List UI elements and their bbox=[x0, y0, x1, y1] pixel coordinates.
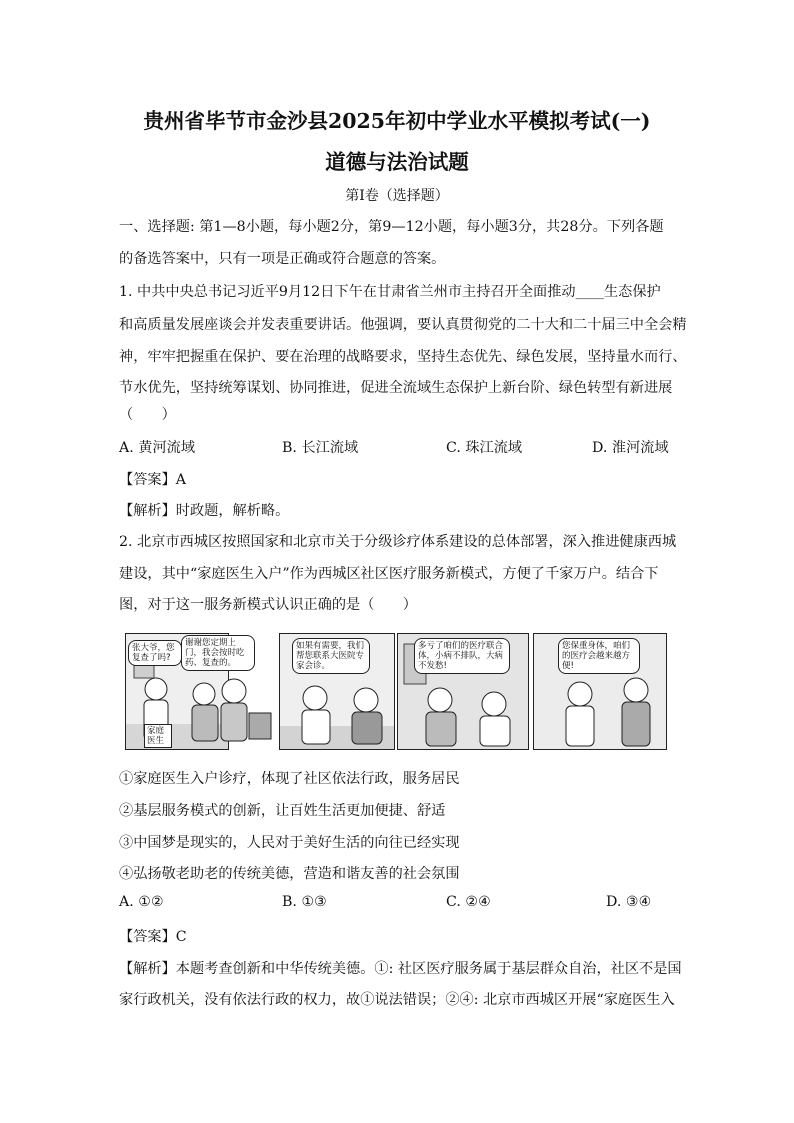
q1-answer: 【答案】A bbox=[119, 472, 186, 488]
section-heading: 第Ⅰ卷（选择题） bbox=[345, 188, 449, 204]
q1-stem-line: （ ） bbox=[119, 407, 176, 423]
q1-option-b: B. 长江流域 bbox=[282, 440, 359, 456]
q2-statement-1: ①家庭医生入户诊疗，体现了社区依法行政，服务居民 bbox=[119, 771, 460, 787]
instructions-line: 的备选答案中，只有一项是正确或符合题意的答案。 bbox=[119, 251, 446, 267]
comic-strip bbox=[125, 633, 667, 750]
q1-stem-line: 节水优先，坚持统筹谋划、协同推进，促进全流域生态保护上新台阶、绿色转型有新进展 bbox=[119, 380, 673, 396]
speech-bubble: 多亏了咱们的医疗联合体，小病不排队，大病不发愁! bbox=[414, 638, 510, 674]
q2-statement-3: ③中国梦是现实的，人民对于美好生活的向往已经实现 bbox=[119, 835, 460, 851]
q1-stem-line: 1. 中共中央总书记习近平9月12日下午在甘肃省兰州市主持召开全面推动____生态保护 bbox=[119, 284, 661, 300]
speech-bubble: 如果有需要，我们帮您联系大医院专家会诊。 bbox=[292, 638, 370, 674]
comic-panel-5 bbox=[533, 633, 667, 750]
q2-stem-line: 2. 北京市西城区按照国家和北京市关于分级诊疗体系建设的总体部署，深入推进健康西城 bbox=[119, 534, 677, 550]
speech-bubble: 您保重身体，咱们的医疗会越来越方便! bbox=[558, 638, 640, 674]
q1-stem-line: 和高质量发展座谈会并发表重要讲话。他强调，要认真贯彻党的二十大和二十届三中全会精 bbox=[119, 317, 687, 333]
q1-stem-line: 神，牢牢把握重在保护、要在治理的战略要求，坚持生态优先、绿色发展，坚持量水而行、 bbox=[119, 349, 687, 365]
q2-statement-2: ②基层服务模式的创新，让百姓生活更加便捷、舒适 bbox=[119, 803, 446, 819]
q2-option-c: C. ②④ bbox=[446, 894, 491, 910]
instructions-line: 一、选择题: 第1—8小题，每小题2分，第9—12小题，每小题3分，共28分。下列各题 bbox=[119, 219, 664, 235]
doctor-label: 家庭医生 bbox=[144, 724, 172, 748]
comic-panel-3 bbox=[279, 633, 395, 750]
q1-option-a: A. 黄河流域 bbox=[119, 440, 196, 456]
q2-option-a: A. ①② bbox=[119, 894, 164, 910]
q2-stem-line: 图，对于这一服务新模式认识正确的是（ ） bbox=[119, 597, 417, 613]
comic-panel-4 bbox=[397, 633, 529, 750]
q2-analysis-line: 【解析】本题考查创新和中华传统美德。①: 社区医疗服务属于基层群众自治，社区不是国 bbox=[119, 961, 682, 977]
speech-bubble: 谢谢您定期上门，我会按时吃药、复查的。 bbox=[181, 635, 255, 671]
q1-option-c: C. 珠江流域 bbox=[446, 440, 523, 456]
q2-answer: 【答案】C bbox=[119, 929, 187, 945]
speech-bubble: 张大爷，您复查了吗? bbox=[128, 640, 182, 666]
q2-statement-4: ④弘扬敬老助老的传统美德，营造和谐友善的社会氛围 bbox=[119, 866, 460, 882]
comic-panel-2 bbox=[179, 633, 283, 750]
q1-option-d: D. 淮河流域 bbox=[592, 440, 669, 456]
q1-analysis: 【解析】时政题，解析略。 bbox=[119, 503, 290, 519]
q2-option-d: D. ③④ bbox=[606, 894, 652, 910]
q2-stem-line: 建设，其中“家庭医生入户”作为西城区社区医疗服务新模式，方便了千家万户。结合下 bbox=[119, 566, 659, 582]
q2-option-b: B. ①③ bbox=[282, 894, 327, 910]
exam-subtitle: 道德与法治试题 bbox=[325, 150, 469, 174]
q2-analysis-line: 家行政机关，没有依法行政的权力，故①说法错误；②④: 北京市西城区开展“家庭医生入 bbox=[119, 992, 675, 1008]
exam-title: 贵州省毕节市金沙县2025年初中学业水平模拟考试(一) bbox=[143, 109, 651, 133]
